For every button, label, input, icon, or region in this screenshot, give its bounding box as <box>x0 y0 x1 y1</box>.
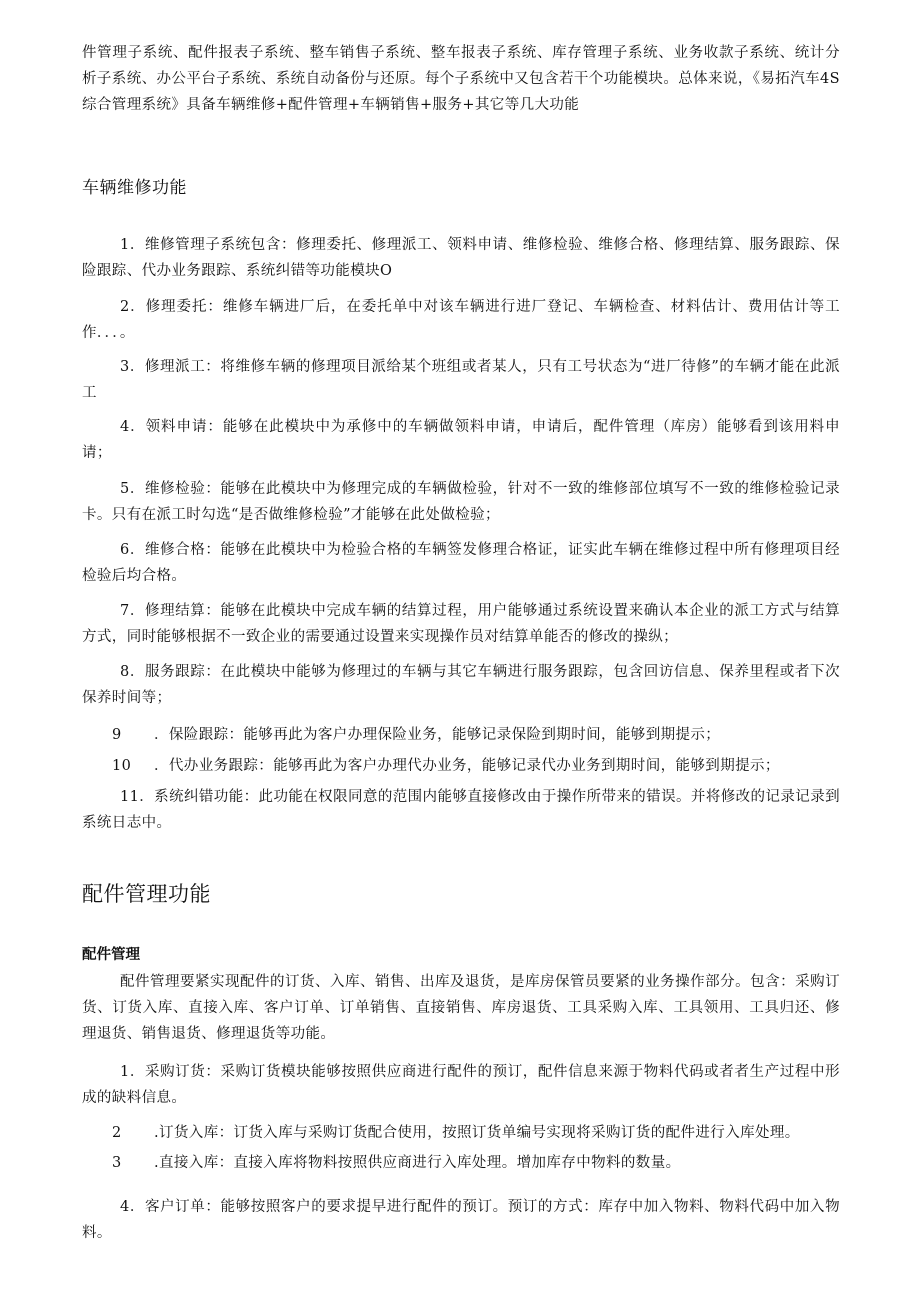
repair-item-3: 3．修理派工：将维修车辆的修理项目派给某个班组或者某人，只有工号状态为“进厂待修”的车辆才能在此派工 <box>82 359 840 401</box>
repair-item-7: 7．修理结算：能够在此模块中完成车辆的结算过程，用户能够通过系统设置来确认本企业的派工方式与结算方式，同时能够根据不一致企业的需要通过设置来实现操作员对结算单能否的修改的操纵； <box>82 603 840 645</box>
repair-item-1: 1．维修管理子系统包含：修理委托、修理派工、领料申请、维修检验、维修合格、修理结算、服务跟踪、保险跟踪、代办业务跟踪、系统纠错等功能模块O <box>82 237 840 279</box>
parts-item-4: 4．客户订单：能够按照客户的要求提早进行配件的预订。预订的方式：库存中加入物料、物料代码中加入物料。 <box>82 1199 840 1241</box>
repair-item-5: 5．维修检验：能够在此模块中为修理完成的车辆做检验，针对不一致的维修部位填写不一致的维修检验记录卡。只有在派工时勾选“是否做维修检验”才能够在此处做检验； <box>82 481 840 523</box>
repair-item-10-number: 10 <box>112 758 132 774</box>
parts-item-3-number: 3 <box>112 1155 122 1171</box>
section-title-parts-management: 配件管理功能 <box>82 882 211 906</box>
repair-item-9-number: 9 <box>112 727 122 743</box>
repair-item-10-text: ．代办业务跟踪：能够再此为客户办理代办业务，能够记录代办业务到期时间，能够到期提示； <box>154 758 780 774</box>
repair-item-9-text: ．保险跟踪：能够再此为客户办理保险业务，能够记录保险到期时间，能够到期提示； <box>154 727 721 743</box>
parts-item-3-text: .直接入库：直接入库将物料按照供应商进行入库处理。增加库存中物料的数量。 <box>154 1155 681 1171</box>
intro-paragraph: 件管理子系统、配件报表子系统、整车销售子系统、整车报表子系统、库存管理子系统、业务收款子系统、统计分析子系统、办公平台子系统、系统自动备份与还原。每个子系统中又包含若干个功能模块。总体来说，《易拓汽车4S综合管理系统》具备车辆维修+配件管理+车辆销售+服务+其它等几大功能 <box>82 45 840 113</box>
subsection-title-parts: 配件管理 <box>82 947 140 963</box>
parts-item-2-text: .订货入库：订货入库与采购订货配合使用，按照订货单编号实现将采购订货的配件进行入库处理。 <box>154 1125 800 1141</box>
parts-intro-paragraph: 配件管理要紧实现配件的订货、入库、销售、出库及退货，是库房保管员要紧的业务操作部分。包含：采购订货、订货入库、直接入库、客户订单、订单销售、直接销售、库房退货、工具采购入库、工具领用、工具归还、修理退货、销售退货、修理退货等功能。 <box>82 974 840 1042</box>
repair-item-11: 11．系统纠错功能：此功能在权限同意的范围内能够直接修改由于操作所带来的错误。并将修改的记录记录到系统日志中。 <box>82 789 840 831</box>
repair-item-8: 8．服务跟踪：在此模块中能够为修理过的车辆与其它车辆进行服务跟踪，包含回访信息、保养里程或者下次保养时间等； <box>82 664 840 706</box>
repair-item-6: 6．维修合格：能够在此模块中为检验合格的车辆签发修理合格证，证实此车辆在维修过程中所有修理项目经检验后均合格。 <box>82 542 840 584</box>
parts-item-1: 1．采购订货：采购订货模块能够按照供应商进行配件的预订，配件信息来源于物料代码或者者生产过程中形成的缺料信息。 <box>82 1064 840 1106</box>
repair-item-2: 2．修理委托：维修车辆进厂后，在委托单中对该车辆进行进厂登记、车辆检查、材料估计、费用估计等工作．．．。 <box>82 299 840 341</box>
parts-item-2-number: 2 <box>112 1125 122 1141</box>
repair-item-4: 4．领料申请：能够在此模块中为承修中的车辆做领料申请，申请后，配件管理（库房）能够看到该用料申请； <box>82 419 840 461</box>
section-title-vehicle-repair: 车辆维修功能 <box>82 178 187 198</box>
